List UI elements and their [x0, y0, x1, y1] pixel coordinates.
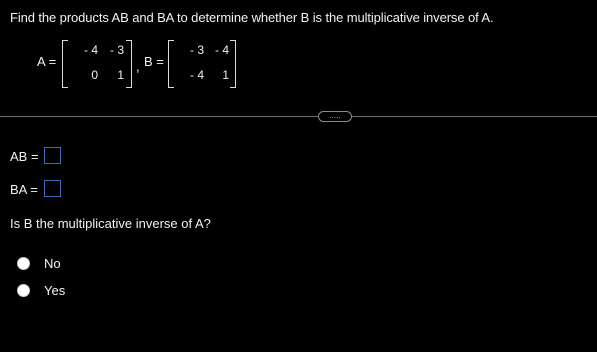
- matrix-b-cell: - 4: [214, 43, 229, 57]
- option-no-radio[interactable]: [17, 257, 30, 270]
- matrix-a-label: A =: [37, 54, 57, 69]
- section-divider: [0, 116, 597, 117]
- matrix-a-cell: 1: [117, 68, 124, 82]
- matrix-b-cell: - 4: [189, 68, 204, 82]
- matrix-b-right-bracket: [230, 40, 236, 88]
- question-text: Find the products AB and BA to determine whether B is the multiplicative inverse of A.: [10, 10, 494, 25]
- matrix-a-left-bracket: [62, 40, 68, 88]
- ab-answer-input[interactable]: [44, 147, 61, 164]
- matrix-b-label: B =: [144, 54, 164, 69]
- matrix-a-right-bracket: [126, 40, 132, 88]
- matrix-a-cell: - 3: [109, 43, 124, 57]
- option-no-label[interactable]: No: [44, 256, 61, 271]
- ba-label: BA =: [10, 182, 38, 197]
- matrix-b-cell: 1: [222, 68, 229, 82]
- matrix-b-left-bracket: [168, 40, 174, 88]
- matrix-b-cell: - 3: [189, 43, 204, 57]
- ab-label: AB =: [10, 149, 39, 164]
- matrix-a-cell: 0: [91, 68, 98, 82]
- matrix-a-cell: - 4: [83, 43, 98, 57]
- subquestion-text: Is B the multiplicative inverse of A?: [10, 216, 211, 231]
- ba-answer-input[interactable]: [44, 180, 61, 197]
- matrix-separator: ,: [136, 59, 140, 74]
- option-yes-radio[interactable]: [17, 284, 30, 297]
- show-more-button[interactable]: .....: [318, 111, 352, 122]
- option-yes-label[interactable]: Yes: [44, 283, 66, 298]
